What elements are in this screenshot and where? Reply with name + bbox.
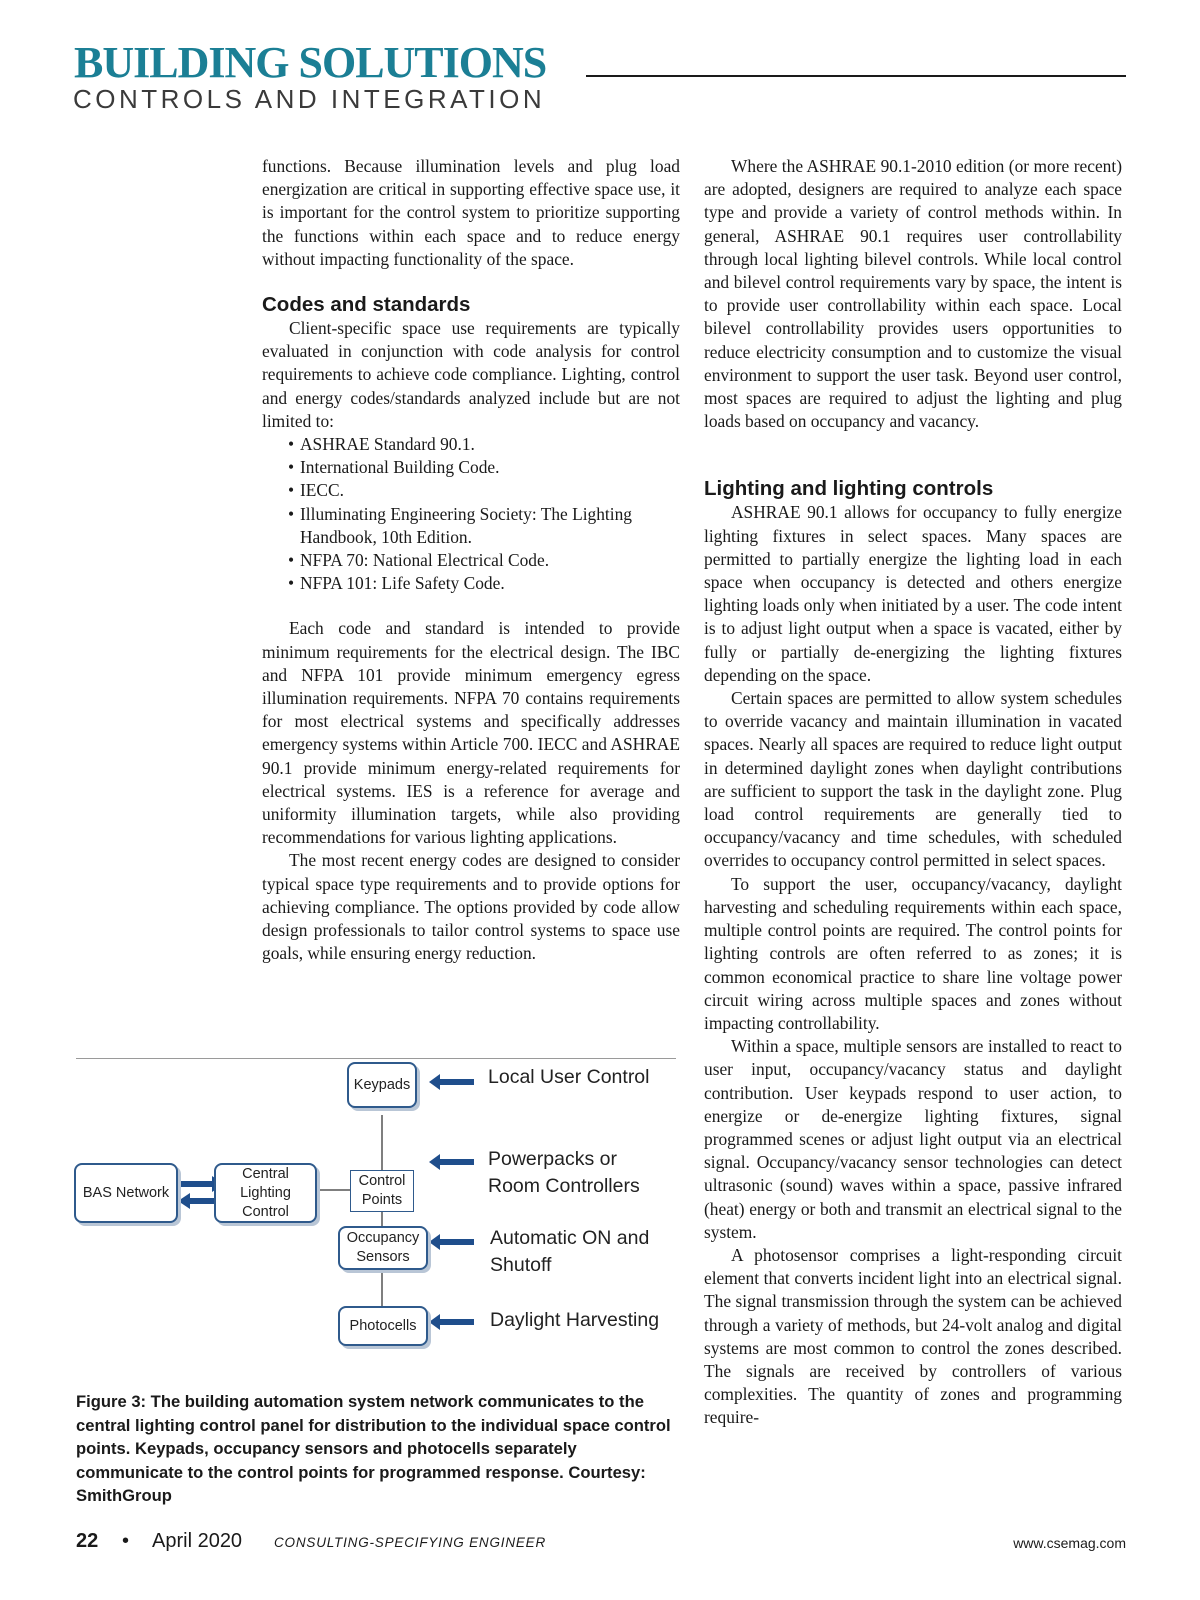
paragraph: functions. Because illumination levels and plug load energization are critical in supporting effective space use, it is important for the control system to prioritize supporting the functions within each space and to reduce energy without impacting functionality of the space. [262, 156, 680, 269]
page-footer [76, 1530, 1126, 1560]
paragraph: Certain spaces are permitted to allow system schedules to override vacancy and maintain illumination in vacated spaces. Nearly all spaces are required to reduce light output in determined daylight zones when daylight contributions are sufficient to support the task in the daylight zone. Plug load control requirements are generally tied to occupancy/vacancy and time schedules, with scheduled overrides to occupancy control permitted in select spaces. [704, 688, 1122, 871]
arrow-occupancy-icon [429, 1234, 474, 1250]
section-subtitle: CONTROLS AND INTEGRATION [73, 84, 546, 114]
keypads-box: Keypads [347, 1062, 417, 1108]
label-local-user-control: Local User Control [488, 1066, 650, 1088]
paragraph: The most recent energy codes are designed to consider typical space type requirements and to provide options for achieving compliance. The options provided by code allow design professionals to tailor control systems to space use goals, while ensuring energy reduction. [262, 850, 680, 964]
header-rule [586, 75, 1126, 77]
left-column [262, 155, 680, 966]
paragraph: To support the user, occupancy/vacancy, daylight harvesting and scheduling requirements within each space, multiple control points are required. The control points for lighting controls are often referred to as zones; it is common economical practice to share line voltage power circuit wiring across multiple spaces and zones without impacting controllability. [704, 873, 1122, 1033]
label-powerpacks: Powerpacks or Room Controllers [488, 1148, 640, 1197]
issue-date: April 2020 [152, 1530, 243, 1552]
arrow-control-points-icon [429, 1154, 474, 1170]
list-item: • ASHRAE Standard 90.1. [288, 433, 680, 456]
list-item: • NFPA 101: Life Safety Code. [288, 572, 680, 595]
arrow-photocells-icon [429, 1314, 474, 1330]
list-item: • Illuminating Engineering Society: The Lighting Handbook, 10th Edition. [288, 503, 680, 549]
control-points-box: Control Points [350, 1170, 414, 1212]
central-lighting-control-box: Central Lighting Control [214, 1163, 317, 1223]
label-automatic-on-shutoff: Automatic ON and Shutoff [490, 1227, 650, 1276]
photocells-box: Photocells [338, 1306, 428, 1346]
bas-network-box: BAS Network [74, 1163, 178, 1223]
footer-separator: • [122, 1530, 130, 1552]
heading-codes-standards: Codes and standards [262, 293, 471, 317]
list-item: • NFPA 70: National Electrical Code. [288, 549, 680, 572]
paragraph: Each code and standard is intended to provide minimum requirements for the electrical design. The IBC and NFPA 101 provide minimum emergency egress illumination requirements. NFPA 70 contains requirements for most electrical systems and specifically addresses emergency systems within Article 700. IECC and ASHRAE 90.1 provide minimum energy-related requirements for electrical systems. IES is a reference for average and uniformity illumination targets, while also providing recommendations for various lighting applications. [262, 618, 680, 848]
right-column [704, 155, 1122, 1430]
paragraph: Client-specific space use requirements are typically evaluated in conjunction with code analysis for control requirements to achieve code compliance. Lighting, control and energy codes/standards analyzed include but are not limited to: [262, 318, 680, 431]
arrow-keypads-icon [429, 1074, 474, 1090]
list-item: • IECC. [288, 479, 680, 502]
codes-list [262, 433, 680, 595]
figure-divider [76, 1058, 676, 1059]
paragraph: Where the ASHRAE 90.1-2010 edition (or more recent) are adopted, designers are required to analyze each space type and provide a variety of control methods within. In general, ASHRAE 90.1 requires user controllability through local lighting bilevel controls. While local control and bilevel control requirements vary by space, the intent is to provide user controllability within each space. Local bilevel controllability provides users opportunities to reduce electricity consumption and to customize the visual environment to support the user task. Beyond user control, most spaces are required to adjust the lighting and plug loads based on occupancy and vacancy. [704, 156, 1122, 432]
magazine-name: CONSULTING-SPECIFYING ENGINEER [274, 1535, 547, 1550]
paragraph: Within a space, multiple sensors are installed to react to user input, occupancy/vacancy status and daylight contribution. User keypads respond to user action, to energize or de-energize lighting fixtures, signal programmed scenes or adjust light output via an electrical signal. Occupancy/vacancy sensor technologies can detect ultrasonic (sound) waves within a space, passive infrared (heat) energy or both and transmit an electrical signal to the system. [704, 1036, 1122, 1242]
figure-caption: Figure 3: The building automation system network communicates to the central lighting control panel for distribution to the individual space control points. Keypads, occupancy sensors and photocells separately communicate to the control points for programmed response. Courtesy: SmithGroup [76, 1392, 671, 1505]
paragraph: ASHRAE 90.1 allows for occupancy to fully energize lighting fixtures in select spaces. Many spaces are permitted to partially energize the lighting load in each space when occupancy is detected and others energize lighting loads only when initiated by a user. The code intent is to adjust light output when a space is vacated, either by fully or partially de-energizing the lighting fixtures depending on the space. [704, 502, 1122, 685]
heading-lighting-controls: Lighting and lighting controls [704, 477, 994, 501]
figure-diagram [72, 1066, 682, 1390]
website-url: www.csemag.com [1013, 1535, 1126, 1551]
page-number: 22 [76, 1530, 99, 1552]
occupancy-sensors-box: Occupancy Sensors [338, 1226, 428, 1270]
section-title: BUILDING SOLUTIONS [74, 38, 547, 87]
paragraph: A photosensor comprises a light-responding circuit element that converts incident light into an electrical signal. The signal transmission through the system can be achieved through a variety of methods, but 24-volt analog and digital systems are most common to control the zones described. The signals are received by controllers of various complexities. The quantity of zones and programming require- [704, 1244, 1122, 1428]
label-daylight-harvesting: Daylight Harvesting [490, 1309, 660, 1331]
list-item: • International Building Code. [288, 456, 680, 479]
